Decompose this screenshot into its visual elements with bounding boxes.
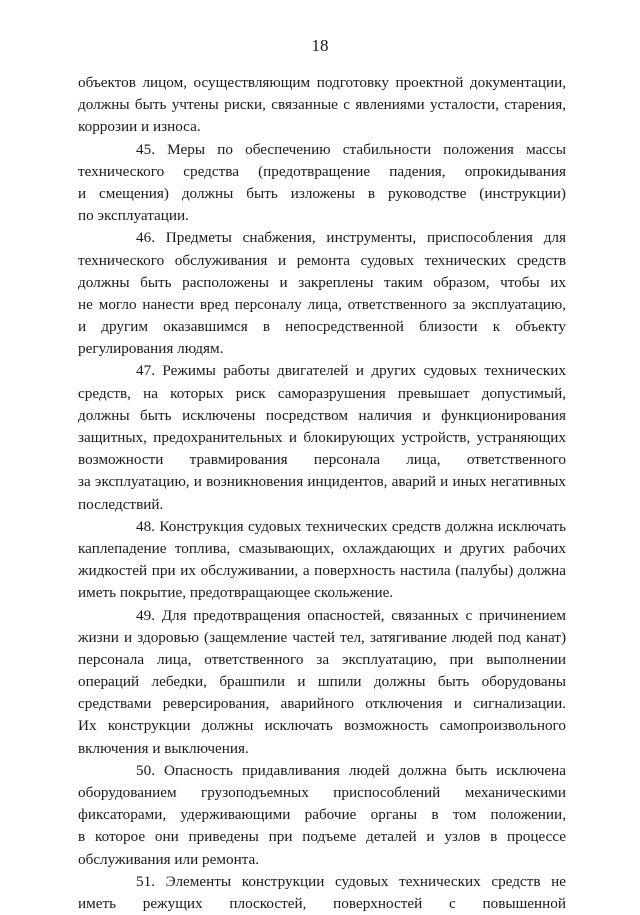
text-line: объектов лицом, осуществляющим подготовку проектной документации, [78,74,566,91]
text-line: не могло нанести вред персоналу лица, ответственного за эксплуатацию, [78,295,566,313]
paragraph-start-line: 45. Меры по обеспечению стабильности положения массы [136,140,566,158]
text-line: должны быть расположены и закреплены таким образом, чтобы их [78,273,566,291]
text-line: фиксаторами, удерживающими рабочие органы в том положении, [78,806,566,824]
text-line: должны быть исключены посредством наличия и функционирования [78,406,566,424]
text-line: последствий. [78,495,164,513]
text-line: и смещения) должны быть изложены в руководстве (инструкции) [78,184,566,202]
body-text [78,72,566,915]
text-line: в которое они приведены при подъеме деталей и узлов в процессе [78,828,566,846]
text-line: жизни и здоровью (защемление частей тел, затягивание людей под канат) [78,628,566,646]
text-line: жидкостей при их обслуживании, а поверхность настила (палубы) должна [78,562,566,580]
text-line: возможности травмирования персонала лица, ответственного [78,451,566,469]
text-line: технического средства (предотвращение падения, опрокидывания [78,162,566,180]
paragraph-start-line: 48. Конструкция судовых технических средств должна исключать [136,517,566,535]
text-line: иметь покрытие, предотвращающее скольжение. [78,584,394,602]
text-line: иметь режущих плоскостей, поверхностей с повышенной [78,894,566,912]
text-line: обслуживания или ремонта. [78,850,260,868]
text-line: Их конструкции должны исключать возможность самопроизвольного [78,717,566,735]
text-line: средств, на которых риск саморазрушения превышает допустимый, [78,384,566,402]
text-line: операций лебедки, брашпили и шпили должны быть оборудованы [78,673,566,691]
text-line: технического обслуживания и ремонта судовых технических средств [78,251,566,269]
paragraph-start-line: 47. Режимы работы двигателей и других судовых технических [136,362,566,380]
paragraph-start-line: 49. Для предотвращения опасностей, связанных с причинением [136,606,566,624]
text-line: регулирования людям. [78,340,224,358]
text-line: должны быть учтены риски, связанные с явлениями усталости, старения, [78,96,566,114]
text-line: за эксплуатацию, и возникновения инцидентов, аварий и иных негативных [78,473,566,491]
text-line: персонала лица, ответственного за эксплуатацию, при выполнении [78,650,566,668]
text-line: коррозии и износа. [78,118,201,136]
paragraph-start-line: 46. Предметы снабжения, инструменты, приспособления для [136,229,566,247]
text-line: защитных, предохранительных и блокирующих устройств, устраняющих [78,429,566,446]
page-number: 18 [311,36,329,55]
paragraph-start-line: 50. Опасность придавливания людей должна быть исключена [136,761,566,779]
text-line: каплепадение топлива, смазывающих, охлаждающих и других рабочих [78,539,566,557]
text-line: и другим оказавшимся в непосредственной близости к объекту [78,318,566,336]
text-line: включения и выключения. [78,739,249,757]
text-line: оборудованием грузоподъемных приспособлений механическими [78,784,566,801]
text-line: по эксплуатации. [78,207,189,225]
text-line: средствами реверсирования, аварийного отключения и сигнализации. [78,695,566,713]
paragraph-start-line: 51. Элементы конструкции судовых технических средств не [136,872,566,890]
